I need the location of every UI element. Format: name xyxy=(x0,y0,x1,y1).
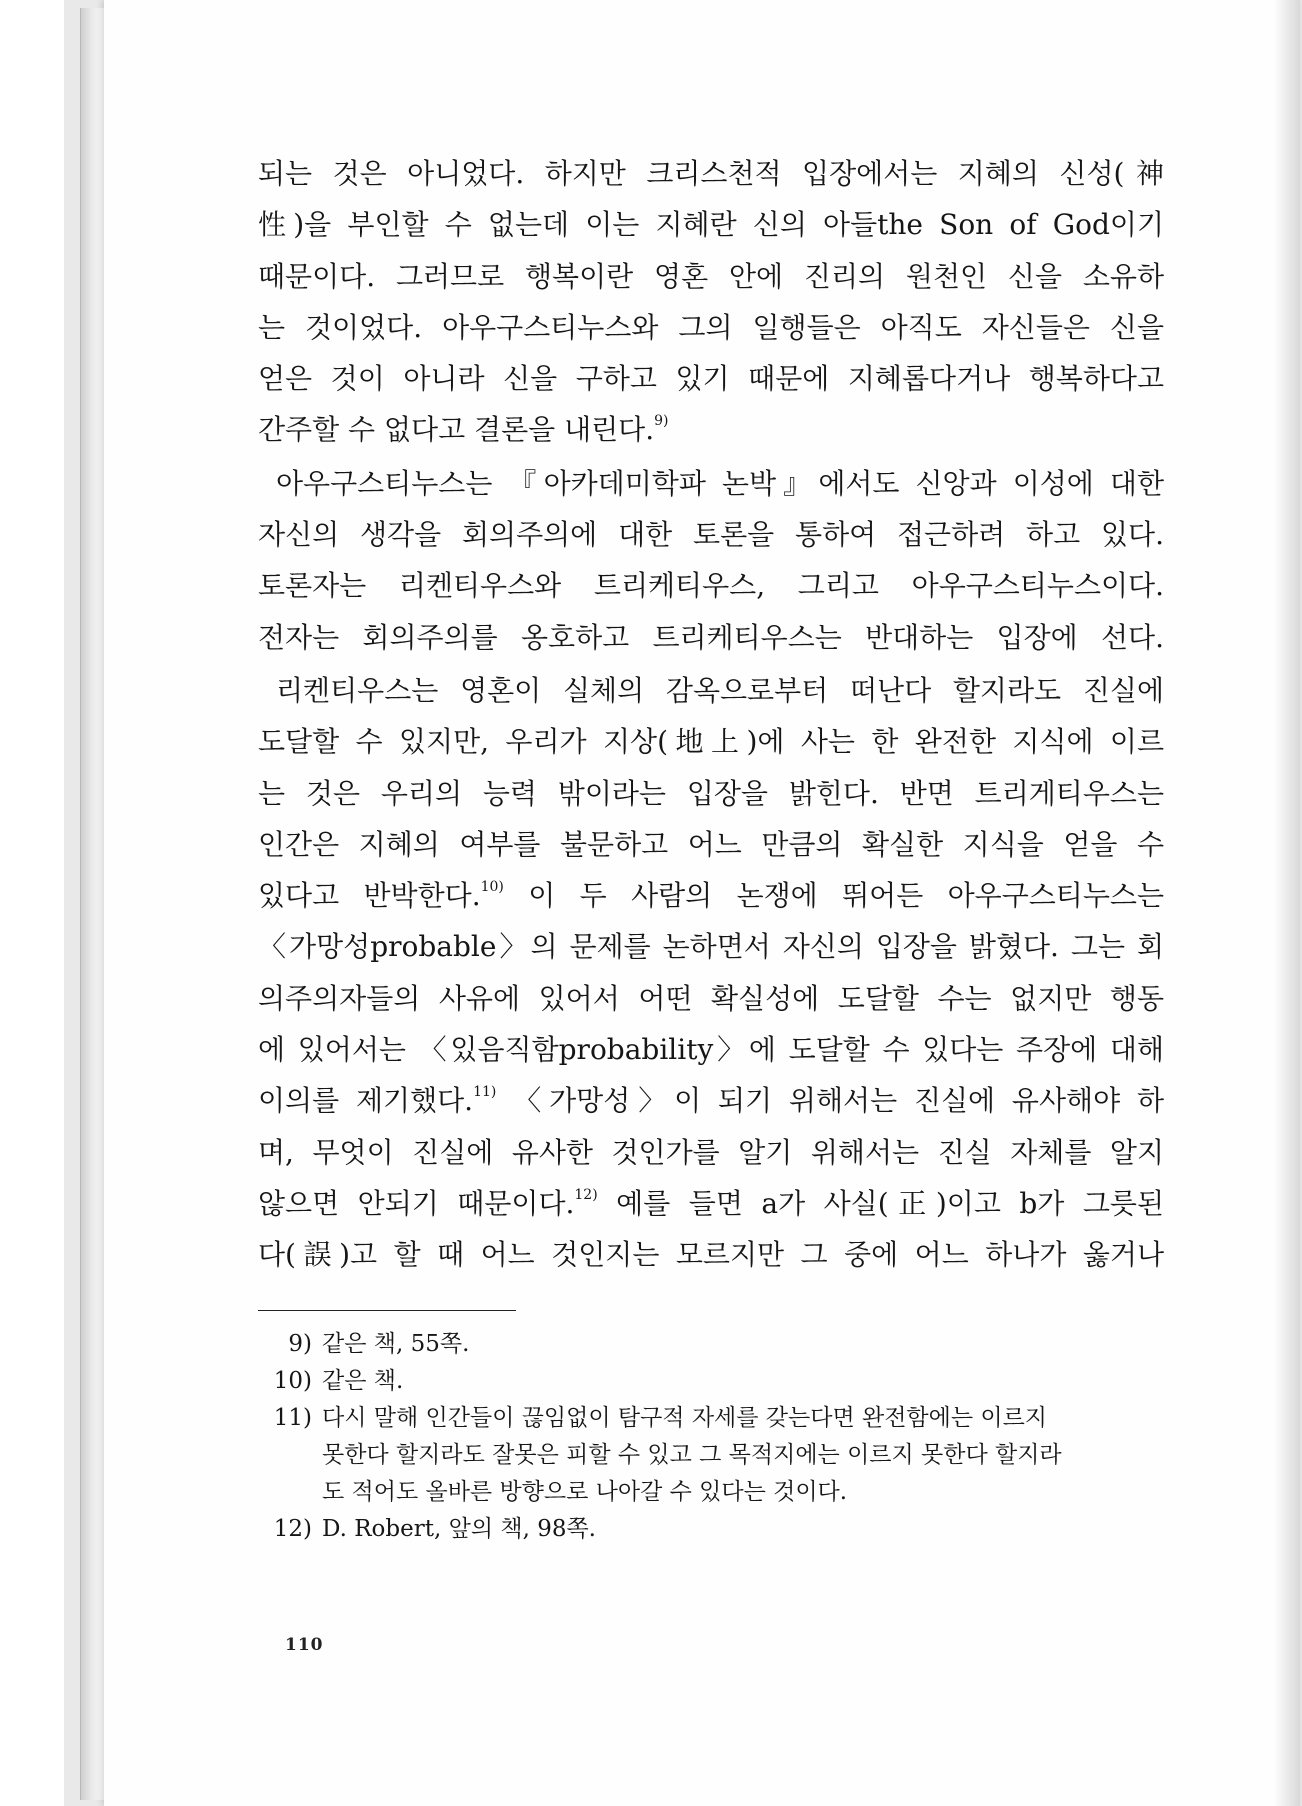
text-line-content: 있다고 반박한다. xyxy=(258,879,481,913)
footnote-number: 10) xyxy=(273,1368,312,1394)
footnote-12 xyxy=(270,1511,1170,1548)
page-stack-edge xyxy=(80,8,107,1800)
footnote-divider xyxy=(258,1310,516,1311)
footnote-line: D. Robert, 앞의 책, 98쪽. xyxy=(322,1516,596,1542)
footnote-number: 11) xyxy=(273,1405,312,1431)
page-gutter-shadow xyxy=(1274,0,1300,1806)
text-line-content: 〈가망성〉이 되기 위해서는 진실에 유사해야 하 xyxy=(496,1084,1164,1118)
text-line-content: 이의를 제기했다. xyxy=(258,1084,474,1118)
text-line-content: 예를 들면 a가 사실(正)이고 b가 그릇된 xyxy=(597,1186,1164,1220)
paragraph-1 xyxy=(258,148,1164,456)
text-line: 도달할 수 있지만, 우리가 지상(地上)에 사는 한 완전한 지식에 이르 xyxy=(258,725,1164,759)
footnote-text xyxy=(322,1363,1170,1400)
body-text xyxy=(258,148,1164,1281)
text-line: 되는 것은 아니었다. 하지만 크리스천적 입장에서는 지혜의 신성(神 xyxy=(258,157,1164,190)
text-line xyxy=(258,1178,1164,1229)
text-line: 〈가망성probable〉의 문제를 논하면서 자신의 입장을 밝혔다. 그는 회 xyxy=(258,930,1164,964)
text-line xyxy=(258,870,1164,921)
text-line: 때문이다. 그러므로 행복이란 영혼 안에 진리의 원천인 신을 소유하 xyxy=(258,259,1164,293)
text-line-content: 않으면 안되기 때문이다. xyxy=(258,1186,575,1220)
footnote-10 xyxy=(270,1363,1170,1400)
text-line: 는 것은 우리의 능력 밖이라는 입장을 밝힌다. 반면 트리게티우스는 xyxy=(258,776,1164,810)
footnote-ref-12: 12) xyxy=(574,1186,598,1203)
text-line: 토론자는 리켄티우스와 트리케티우스, 그리고 아우구스티누스이다. xyxy=(258,569,1164,603)
paragraph-3 xyxy=(258,665,1164,1281)
footnote-text xyxy=(322,1400,1170,1511)
text-line xyxy=(258,404,1164,455)
footnote-11 xyxy=(270,1400,1170,1511)
text-line-content: 간주할 수 없다고 결론을 내린다. xyxy=(258,413,655,447)
footnote-ref-9: 9) xyxy=(654,413,669,430)
paragraph-2 xyxy=(258,458,1164,663)
text-line: 다(誤)고 할 때 어느 것인지는 모르지만 그 중에 어느 하나가 옳거나 xyxy=(258,1238,1164,1272)
footnote-line: 같은 책. xyxy=(322,1368,404,1394)
text-line-content: 이 두 사람의 논쟁에 뛰어든 아우구스티누스는 xyxy=(503,879,1164,913)
text-line: 아우구스티누스는 『아카데미학파 논박』에서도 신앙과 이성에 대한 xyxy=(276,466,1164,500)
text-line: 는 것이었다. 아우구스티누스와 그의 일행들은 아직도 자신들은 신을 xyxy=(258,310,1164,344)
footnote-number: 12) xyxy=(273,1516,312,1542)
footnote-number: 9) xyxy=(288,1331,312,1357)
text-line: 자신의 생각을 회의주의에 대한 토론을 통하여 접근하려 하고 있다. xyxy=(258,518,1164,552)
text-line: 전자는 회의주의를 옹호하고 트리케티우스는 반대하는 입장에 선다. xyxy=(258,620,1164,654)
footnote-ref-10: 10) xyxy=(480,879,504,896)
footnote-text xyxy=(322,1511,1170,1548)
footnotes xyxy=(270,1326,1170,1548)
text-line: 性)을 부인할 수 없는데 이는 지혜란 신의 아들the Son of God이기 xyxy=(258,208,1164,242)
text-line: 의주의자들의 사유에 있어서 어떤 확실성에 도달할 수는 없지만 행동 xyxy=(258,981,1164,1015)
text-line: 리켄티우스는 영혼이 실체의 감옥으로부터 떠난다 할지라도 진실에 xyxy=(276,673,1164,707)
text-line xyxy=(258,1075,1164,1126)
text-line: 인간은 지혜의 여부를 불문하고 어느 만큼의 확실한 지식을 얻을 수 xyxy=(258,827,1164,861)
footnote-text xyxy=(322,1326,1170,1363)
footnote-line: 도 적어도 올바른 방향으로 나아갈 수 있다는 것이다. xyxy=(322,1479,848,1505)
footnote-line: 같은 책, 55쪽. xyxy=(322,1331,470,1357)
footnote-ref-11: 11) xyxy=(473,1084,497,1101)
text-line: 얻은 것이 아니라 신을 구하고 있기 때문에 지혜롭다거나 행복하다고 xyxy=(258,362,1164,396)
text-line: 에 있어서는 〈있음직함probability〉에 도달할 수 있다는 주장에 대해 xyxy=(258,1033,1164,1067)
text-line: 며, 무엇이 진실에 유사한 것인가를 알기 위해서는 진실 자체를 알지 xyxy=(258,1135,1164,1169)
page-number: 110 xyxy=(285,1635,324,1655)
footnote-line: 다시 말해 인간들이 끊임없이 탐구적 자세를 갖는다면 완전함에는 이르지 xyxy=(322,1405,1048,1431)
footnote-line: 못한다 할지라도 잘못은 피할 수 있고 그 목적지에는 이르지 못한다 할지라 xyxy=(322,1442,1062,1468)
footnote-9 xyxy=(270,1326,1170,1363)
